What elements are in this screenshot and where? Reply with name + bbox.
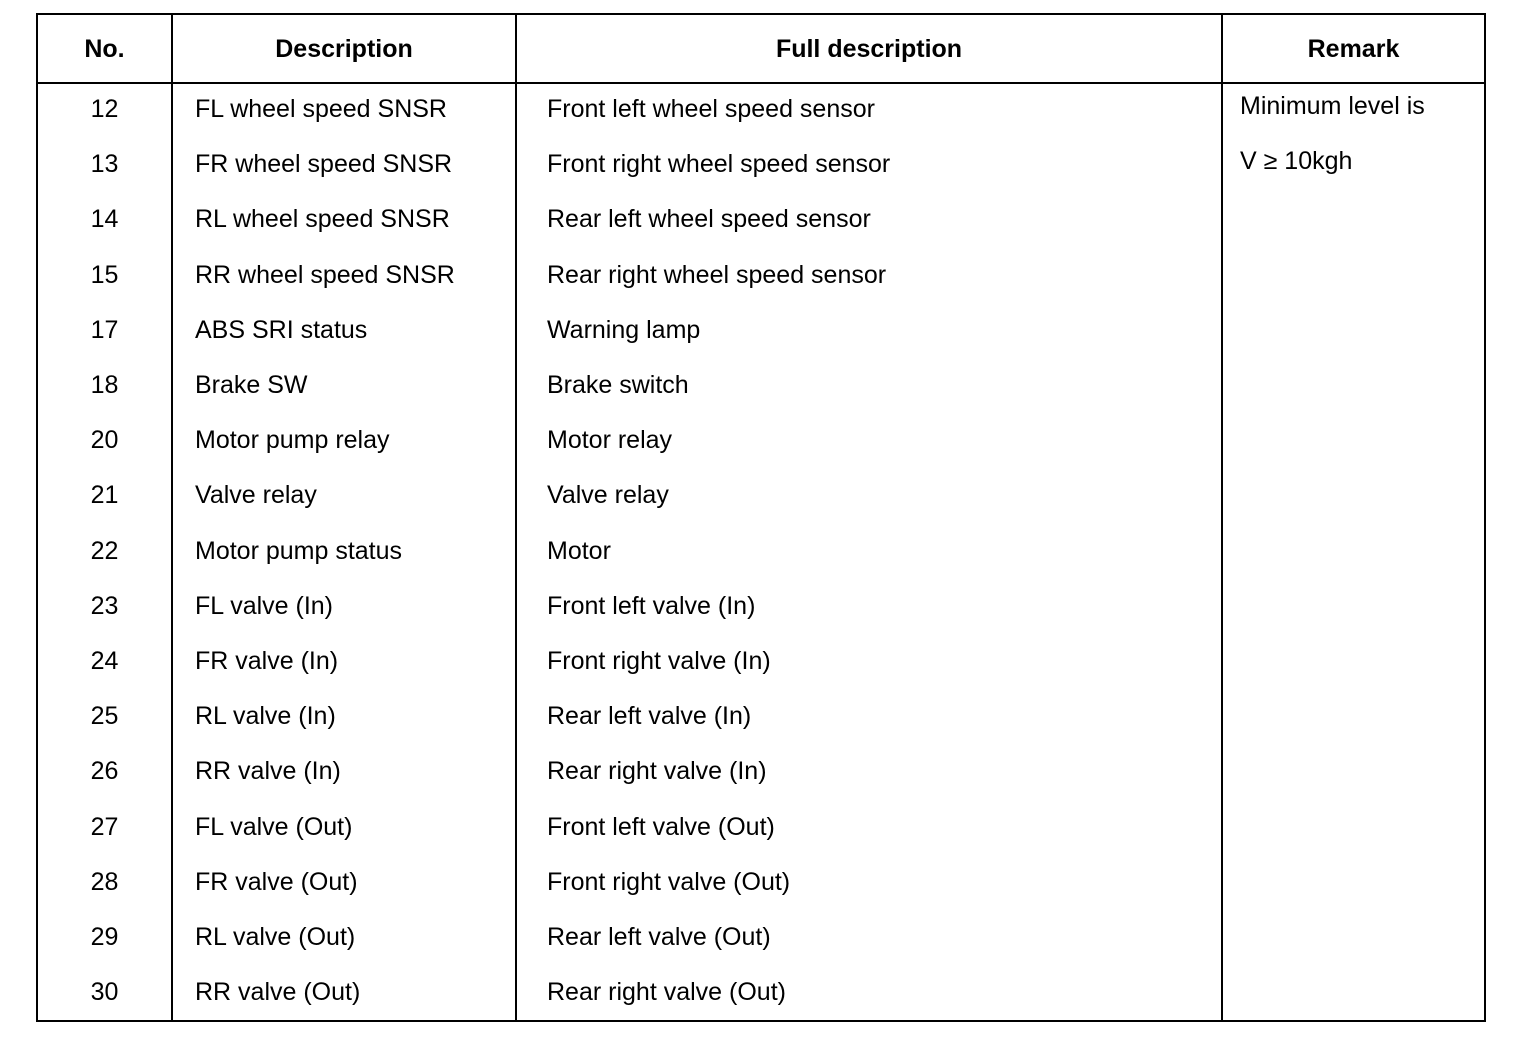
- row-full-description: Rear right valve (In): [547, 757, 767, 786]
- row-description: FR valve (In): [195, 647, 339, 675]
- row-description: FR wheel speed SNSR: [195, 150, 453, 179]
- row-description: RR wheel speed SNSR: [195, 260, 455, 289]
- row-full-description: Valve relay: [547, 481, 669, 510]
- row-full-description: Front left wheel speed sensor: [547, 95, 875, 123]
- row-full-description: Front right valve (In): [547, 647, 771, 675]
- row-description: FL valve (In): [195, 591, 334, 620]
- signal-table: [36, 13, 1486, 1022]
- row-number: 12: [90, 95, 119, 123]
- row-number: 26: [90, 757, 119, 786]
- table-row: [38, 579, 1484, 634]
- row-description: RL valve (In): [195, 702, 336, 731]
- row-number: 15: [90, 260, 119, 289]
- header-full-description: Full description: [775, 34, 963, 63]
- row-full-description: Rear left wheel speed sensor: [547, 205, 871, 234]
- row-description: ABS SRI status: [195, 315, 368, 344]
- table-row: [38, 744, 1484, 799]
- row-full-description: Front left valve (Out): [547, 812, 775, 841]
- remark-line-2: V ≥ 10kgh: [1240, 147, 1353, 175]
- table-row: [38, 910, 1484, 965]
- row-number: 13: [90, 150, 119, 179]
- row-full-description: Rear right valve (Out): [547, 978, 786, 1007]
- row-number: 17: [90, 315, 119, 344]
- table-row: [38, 965, 1484, 1020]
- table-row: [38, 468, 1484, 523]
- row-number: 18: [90, 371, 119, 399]
- row-description: RL wheel speed SNSR: [195, 205, 450, 234]
- row-number: 25: [90, 702, 119, 731]
- table-row: [38, 689, 1484, 744]
- row-description: Motor pump relay: [195, 426, 390, 455]
- table-row: [38, 413, 1484, 468]
- row-full-description: Motor relay: [547, 426, 673, 455]
- row-full-description: Rear right wheel speed sensor: [547, 260, 887, 289]
- row-full-description: Motor: [547, 536, 611, 565]
- row-description: Brake SW: [195, 371, 308, 399]
- table-row: [38, 524, 1484, 579]
- table-row: [38, 634, 1484, 689]
- row-description: RL valve (Out): [195, 923, 356, 951]
- row-number: 22: [90, 536, 119, 565]
- row-description: Valve relay: [195, 481, 317, 510]
- row-description: RR valve (In): [195, 757, 341, 786]
- row-full-description: Front right valve (Out): [547, 867, 791, 896]
- table-row: [38, 248, 1484, 303]
- row-description: FL wheel speed SNSR: [195, 95, 447, 123]
- row-full-description: Front left valve (In): [547, 591, 756, 620]
- row-number: 20: [90, 426, 119, 455]
- row-number: 14: [90, 205, 119, 234]
- row-number: 23: [90, 591, 119, 620]
- table-row: [38, 800, 1484, 855]
- row-number: 24: [90, 647, 119, 675]
- row-description: Motor pump status: [195, 536, 403, 565]
- table-row: [38, 303, 1484, 358]
- row-description: RR valve (Out): [195, 978, 361, 1007]
- row-description: FR valve (Out): [195, 867, 358, 896]
- row-full-description: Warning lamp: [547, 315, 701, 344]
- header-remark: Remark: [1307, 34, 1400, 63]
- row-full-description: Front right wheel speed sensor: [547, 150, 891, 179]
- table-row: [38, 192, 1484, 247]
- header-no: No.: [84, 34, 125, 63]
- row-full-description: Rear left valve (In): [547, 702, 752, 731]
- row-number: 29: [90, 923, 119, 951]
- row-number: 27: [90, 812, 119, 841]
- row-number: 21: [90, 481, 119, 510]
- remark-line-1: Minimum level is: [1240, 92, 1425, 120]
- table-row: [38, 358, 1484, 413]
- row-number: 30: [90, 978, 119, 1007]
- row-full-description: Rear left valve (Out): [547, 923, 771, 951]
- row-description: FL valve (Out): [195, 812, 353, 841]
- row-full-description: Brake switch: [547, 371, 689, 399]
- row-number: 28: [90, 867, 119, 896]
- table-row: [38, 855, 1484, 910]
- header-description: Description: [275, 34, 413, 63]
